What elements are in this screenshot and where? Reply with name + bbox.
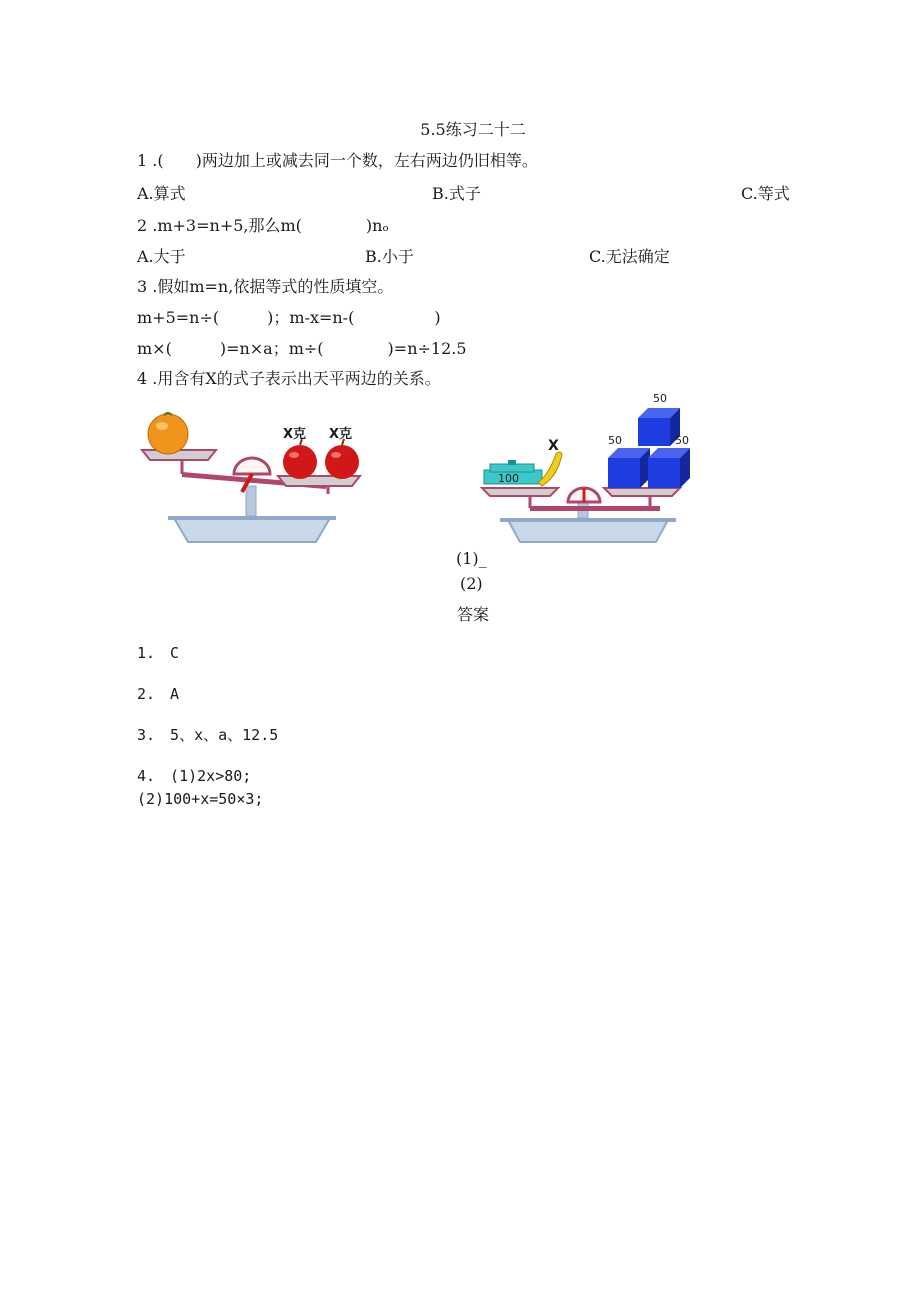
scale-image-1: [138, 410, 368, 546]
block-label-right: 50: [675, 434, 689, 447]
scale-1-gauge: [234, 458, 270, 474]
banana-weight-label: X: [548, 438, 559, 454]
scale-2-beam: [530, 506, 660, 511]
answer-4-part-1: 4. (1)2x>80;: [137, 767, 252, 785]
question-2-option-a: A.大于: [137, 247, 186, 266]
apple-weight-label-1: X克: [283, 427, 307, 442]
question-1-option-b: B.式子: [432, 184, 481, 203]
apple-icon: [325, 445, 359, 479]
question-4-blank-2: (2): [460, 574, 483, 593]
apple-weight-label-2: X克: [329, 427, 353, 442]
question-1-stem: 1 .( )两边加上或减去同一个数，左右两边仍旧相等。: [137, 151, 538, 170]
question-1-option-c: C.等式: [741, 184, 790, 203]
block-50-icon: [638, 418, 670, 446]
scale-image-2: [480, 390, 692, 546]
weight-100-label: 100: [498, 472, 519, 485]
question-3-line-2: m×( )=n×a；m÷( )=n÷12.5: [137, 339, 467, 358]
block-50-icon: [608, 458, 640, 488]
question-4-blank-1: (1)_: [456, 549, 487, 568]
block-50-icon: [648, 458, 680, 488]
scale-1-base: [174, 518, 330, 542]
question-3-line-1: m+5=n÷( )；m-x=n-( ): [137, 308, 441, 327]
question-2-option-c: C.无法确定: [589, 247, 670, 266]
answer-4-part-2: (2)100+x=50×3;: [137, 790, 264, 808]
orange-icon: [148, 414, 188, 454]
block-label-left: 50: [608, 434, 622, 447]
question-4-stem: 4 .用含有X的式子表示出天平两边的关系。: [137, 369, 441, 388]
banana-icon: [538, 452, 562, 486]
answer-1: 1. C: [137, 644, 180, 662]
question-3-stem: 3 .假如m=n,依据等式的性质填空。: [137, 277, 394, 296]
block-label-top: 50: [653, 392, 667, 405]
page-title: 5.5练习二十二: [420, 120, 526, 139]
question-2-option-b: B.小于: [365, 247, 414, 266]
answer-2: 2. A: [137, 685, 180, 703]
answer-3: 3. 5、x、a、12.5: [137, 726, 279, 744]
scale-2-base: [508, 520, 668, 542]
answers-title: 答案: [456, 605, 489, 624]
apple-icon: [283, 445, 317, 479]
question-1-option-a: A.算式: [137, 184, 186, 203]
question-2-stem: 2 .m+3=n+5,那么m( )nₒ: [137, 216, 389, 235]
